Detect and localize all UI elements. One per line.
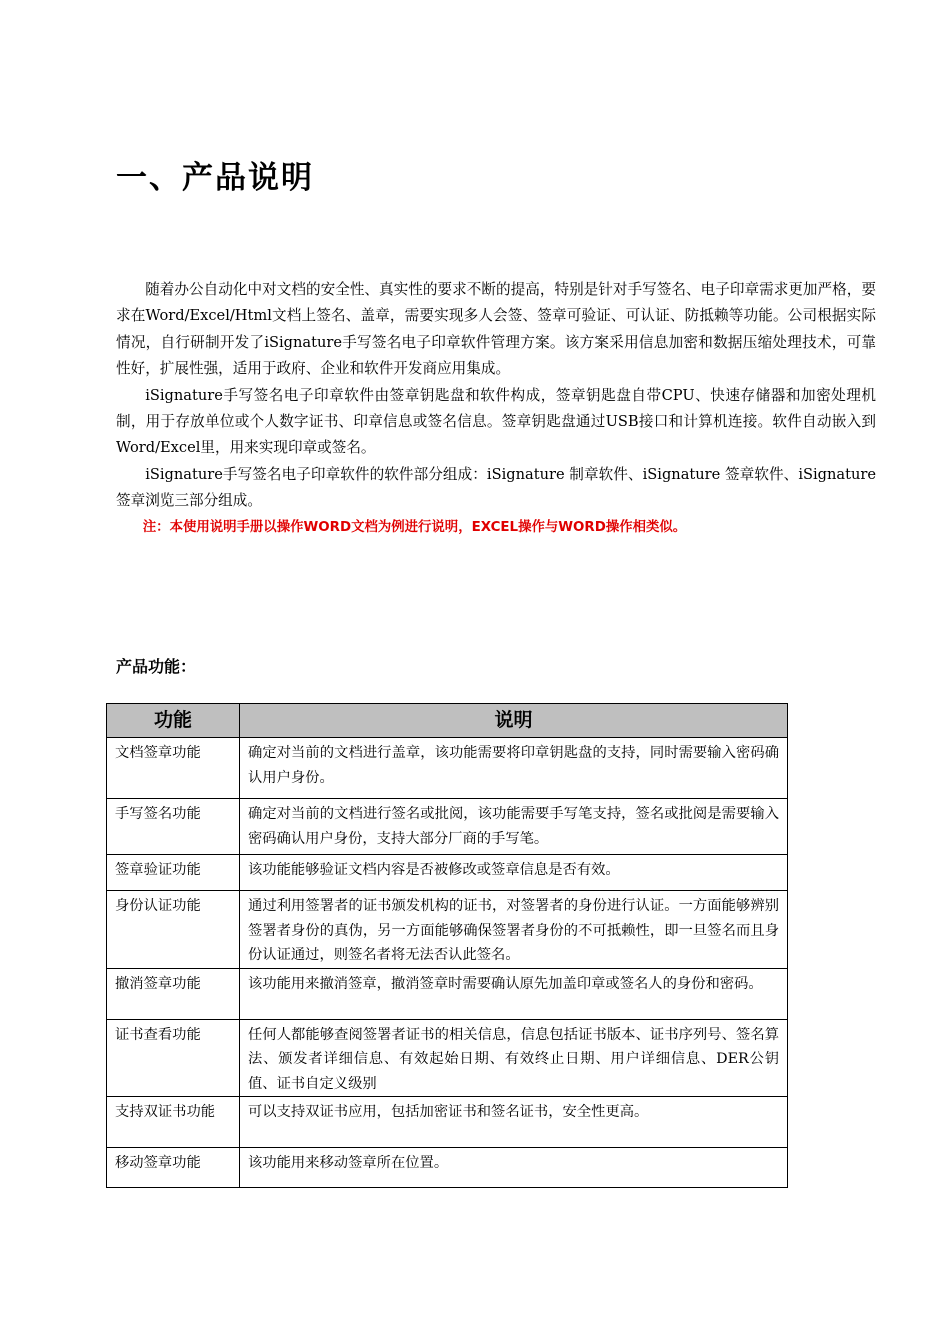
table-row <box>107 738 788 799</box>
table-row <box>107 1148 788 1188</box>
feature-name: 撤消签章功能 <box>107 968 240 1019</box>
page-title: 一、产品说明 <box>116 160 314 196</box>
feature-name: 身份认证功能 <box>107 891 240 969</box>
intro-paragraph: iSignature手写签名电子印章软件的软件部分组成：iSignature 制章软件、iSignature 签章软件、iSignature签章浏览三部分组成。 <box>116 465 876 510</box>
table-header-row <box>107 704 788 738</box>
table-row <box>107 1019 788 1097</box>
table-row <box>107 1097 788 1148</box>
feature-name: 文档签章功能 <box>107 738 240 799</box>
feature-name: 签章验证功能 <box>107 855 240 891</box>
table-row <box>107 799 788 855</box>
feature-description: 该功能用来撤消签章，撤消签章时需要确认原先加盖印章或签名人的身份和密码。 <box>240 968 788 1019</box>
feature-description: 确定对当前的文档进行盖章，该功能需要将印章钥匙盘的支持，同时需要输入密码确认用户身份。 <box>240 738 788 799</box>
table-row <box>107 855 788 891</box>
feature-description: 确定对当前的文档进行签名或批阅，该功能需要手写笔支持，签名或批阅是需要输入密码确认用户身份，支持大部分厂商的手写笔。 <box>240 799 788 855</box>
features-table <box>106 703 788 1188</box>
feature-description: 可以支持双证书应用，包括加密证书和签名证书，安全性更高。 <box>240 1097 788 1148</box>
intro-text <box>116 277 876 541</box>
intro-paragraph: iSignature手写签名电子印章软件由签章钥匙盘和软件构成，签章钥匙盘自带CPU、快速存储器和加密处理机制，用于存放单位或个人数字证书、印章信息或签名信息。签章钥匙盘通过USB接口和计算机连接。软件自动嵌入到Word/Excel里，用来实现印章或签名。 <box>116 386 876 457</box>
feature-description: 通过利用签署者的证书颁发机构的证书，对签署者的身份进行认证。一方面能够辨别签署者身份的真伪，另一方面能够确保签署者身份的不可抵赖性，即一旦签名而且身份认证通过，则签名者将无法否认此签名。 <box>240 891 788 969</box>
table-row <box>107 968 788 1019</box>
feature-name: 移动签章功能 <box>107 1148 240 1188</box>
column-header-description: 说明 <box>240 704 788 738</box>
feature-name: 证书查看功能 <box>107 1019 240 1097</box>
usage-note: 注：本使用说明手册以操作WORD文档为例进行说明，EXCEL操作与WORD操作相类似。 <box>142 519 687 535</box>
feature-name: 手写签名功能 <box>107 799 240 855</box>
feature-name: 支持双证书功能 <box>107 1097 240 1148</box>
column-header-feature: 功能 <box>107 704 240 738</box>
feature-description: 该功能能够验证文档内容是否被修改或签章信息是否有效。 <box>240 855 788 891</box>
intro-paragraph: 随着办公自动化中对文档的安全性、真实性的要求不断的提高，特别是针对手写签名、电子印章需求更加严格，要求在Word/Excel/Html文档上签名、盖章，需要实现多人会签、签章可验证、可认证、防抵赖等功能。公司根据实际情况，自行研制开发了iSignature手写签名电子印章软件管理方案。该方案采用信息加密和数据压缩处理技术，可靠性好，扩展性强，适用于政府、企业和软件开发商应用集成。 <box>116 281 876 378</box>
feature-description: 任何人都能够查阅签署者证书的相关信息，信息包括证书版本、证书序列号、签名算法、颁发者详细信息、有效起始日期、有效终止日期、用户详细信息、DER公钥值、证书自定义级别 <box>240 1019 788 1097</box>
table-row <box>107 891 788 969</box>
feature-description: 该功能用来移动签章所在位置。 <box>240 1148 788 1188</box>
features-heading: 产品功能： <box>116 657 197 676</box>
